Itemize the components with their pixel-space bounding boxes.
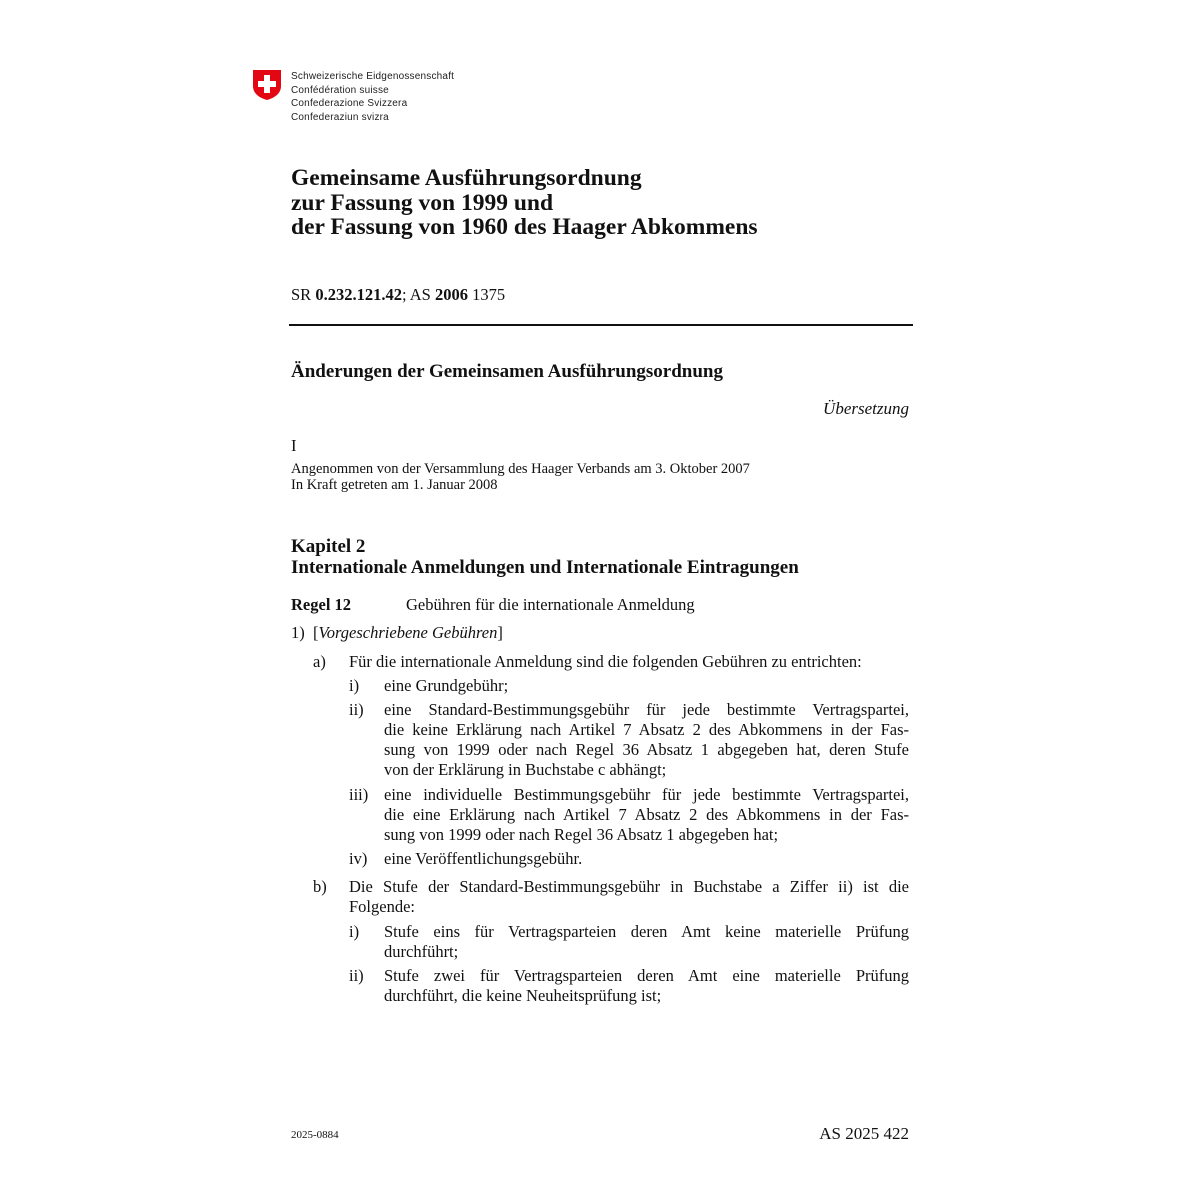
adopted-date: Angenommen von der Versammlung des Haager Verbands am 3. Oktober 2007 [291, 461, 750, 477]
paragraph-1-heading [291, 623, 503, 643]
item-a-ii-line: eine Standard-Bestimmungsgebühr für jede bestimmte Vertragspartei, [384, 700, 909, 719]
letter-a-label: a) [313, 652, 326, 671]
paragraph-1-title: Vorgeschriebene Gebühren [318, 623, 498, 642]
section-heading: Änderungen der Gemeinsamen Ausführungsordnung [291, 361, 723, 382]
letter-b-line: Die Stufe der Standard-Bestimmungsgebühr in Buchstabe a Ziffer ii) ist die [349, 877, 909, 896]
letter-a-text: Für die internationale Anmeldung sind die folgenden Gebühren zu entrichten: [349, 652, 862, 671]
document-title [291, 166, 758, 240]
item-b-ii-number: ii) [349, 966, 364, 985]
paragraph-1-number: 1) [291, 623, 305, 642]
reference-separator: ; [401, 285, 407, 304]
adoption-info [291, 461, 750, 493]
title-line-1: Gemeinsame Ausführungsordnung [291, 165, 642, 191]
item-a-i-text: eine Grundgebühr; [384, 676, 509, 695]
as-label: AS [409, 285, 431, 304]
letter-b-line: Folgende: [349, 897, 415, 916]
as-year: 2006 [434, 285, 468, 304]
confederation-name-de: Schweizerische Eidgenossenschaft [291, 71, 455, 82]
item-b-i-line: Stufe eins für Vertragsparteien deren Amt keine materielle Prüfung [384, 922, 909, 941]
item-b-ii-line: Stufe zwei für Vertragsparteien deren Amt eine materielle Prüfung [384, 966, 909, 985]
rule-title: Gebühren für die internationale Anmeldung [406, 595, 695, 614]
bracket-close: ] [497, 623, 503, 642]
footer-document-number: 2025-0884 [291, 1129, 339, 1141]
as-page: 1375 [472, 285, 506, 304]
item-a-ii-number: ii) [349, 700, 364, 719]
item-a-ii-line: die keine Erklärung nach Artikel 7 Absatz 2 des Abkommens in der Fas- [384, 720, 909, 739]
sr-label: SR [291, 285, 312, 304]
sr-reference [291, 285, 505, 305]
sr-number: 0.232.121.42 [315, 285, 402, 304]
chapter-heading [291, 537, 799, 578]
title-line-3: der Fassung von 1960 des Haager Abkommens [291, 214, 758, 240]
translation-note: Übersetzung [823, 399, 909, 418]
rule-label: Regel 12 [291, 595, 352, 614]
item-a-iii-line: eine individuelle Bestimmungsgebühr für jede bestimmte Vertragspartei, [384, 785, 909, 804]
item-a-iii-number: iii) [349, 785, 369, 804]
chapter-title: Internationale Anmeldungen und Internationale Eintragungen [291, 556, 799, 578]
roman-numeral: I [291, 436, 297, 455]
confederation-name-it: Confederazione Svizzera [291, 98, 408, 109]
item-b-i-number: i) [349, 922, 360, 941]
title-line-2: zur Fassung von 1999 und [291, 189, 554, 216]
letter-b-label: b) [313, 877, 327, 896]
item-a-ii-line: sung von 1999 oder nach Regel 36 Absatz 1 abgegeben hat, deren Stufe [384, 740, 909, 759]
item-b-i-line: durchführt; [384, 942, 459, 961]
confederation-name-fr: Confédération suisse [291, 84, 389, 96]
confederation-name-rm: Confederaziun svizra [291, 111, 389, 123]
swiss-coat-of-arms-logo [252, 69, 282, 101]
item-a-ii-line: von der Erklärung in Buchstabe c abhängt; [384, 760, 667, 779]
item-a-iv-text: eine Veröffentlichungsgebühr. [384, 849, 583, 868]
item-a-i-number: i) [349, 676, 360, 695]
in-force-date: In Kraft getreten am 1. Januar 2008 [291, 477, 498, 493]
footer-as-reference: AS 2025 422 [819, 1124, 909, 1143]
horizontal-rule [289, 324, 913, 326]
item-a-iv-number: iv) [349, 849, 368, 868]
item-b-ii-line: durchführt, die keine Neuheitsprüfung ist; [384, 986, 662, 1005]
item-a-iii-line: sung von 1999 oder nach Regel 36 Absatz 1 abgegeben hat; [384, 825, 779, 844]
chapter-number: Kapitel 2 [291, 536, 366, 557]
item-a-iii-line: die eine Erklärung nach Artikel 7 Absatz 2 des Abkommens in der Fas- [384, 805, 909, 824]
bracket-open: [ [313, 623, 319, 642]
confederation-names [291, 70, 454, 124]
